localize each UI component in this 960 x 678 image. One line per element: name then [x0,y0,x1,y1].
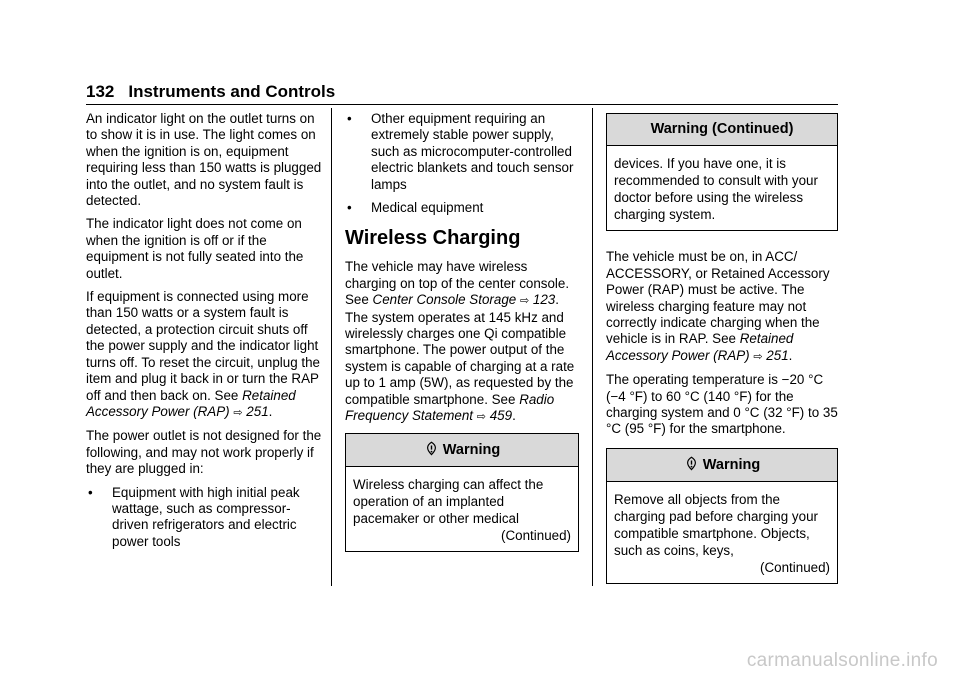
warning-box [606,448,838,584]
warning-text: Wireless charging can affect the operation of an implanted pacemaker or other medical [353,476,544,526]
column-divider-2 [592,108,593,586]
page-ref[interactable]: 123 [532,292,556,308]
list-item: • Other equipment requiring an extremely stable power supply, such as microcomputer-controlled electric blankets and touch sensor lamps [347,111,574,192]
page-ref[interactable]: 251 [766,347,789,363]
section-title: Instruments and Controls [128,82,336,101]
page-ref-arrow-icon: ⇨ [233,406,243,419]
column-1 [86,111,324,557]
paragraph: The operating temperature is −20 °C (−4 °F) to 60 °C (140 °F) for the charging system and 0 °C (32 °F) to 35 °C (95 °F) for the smartphone. [606,372,838,437]
warning-box [345,433,579,552]
paragraph: An indicator light on the outlet turns on to show it is in use. The light comes on when the ignition is on, equipment requiring less than 150 watts is plugged into the outlet, and no system fault is detected. [86,111,322,209]
column-divider-1 [331,108,332,586]
cross-reference-link[interactable]: Retained Accessory Power (RAP) [606,331,794,363]
warning-icon [684,456,699,471]
page-ref-arrow-icon: ⇨ [753,350,763,363]
paragraph: The vehicle must be on, in ACC/ ACCESSORY, or Retained Accessory Power (RAP) must be active. The wireless charging feature may not correctly indicate charging when the vehicle is in RAP. See Retained Accessory Power (RAP) ⇨ 251. [606,249,830,363]
page-ref-arrow-icon: ⇨ [476,411,486,424]
cross-reference-link[interactable]: Retained Accessory Power (RAP) [86,387,296,419]
warning-continued-box [606,113,838,231]
warning-title: Warning [607,449,837,482]
paragraph: If equipment is connected using more than 150 watts or a system fault is detected, a protection circuit shuts off the power supply and the indicator light turns off. To reset the circuit, unplug the item and plug it back in or turn the RAP off and then back on. See Retained Accessory Power (RAP) ⇨ 251. [86,289,320,419]
bullet-icon: • [347,111,352,126]
page-ref-arrow-icon: ⇨ [519,295,530,308]
warning-icon [424,441,439,456]
list-item: • Medical equipment [347,200,484,216]
paragraph: The indicator light does not come on when the ignition is off or if the equipment is not fully seated into the outlet. [86,216,304,281]
page-header [86,82,335,102]
paragraph: The power outlet is not designed for the following, and may not work properly if they are plugged in: [86,428,322,477]
bullet-icon: • [88,484,93,500]
warning-continued-text: devices. If you have one, it is recommended to consult with your doctor before using the wireless charging system. [614,156,818,223]
paragraph: The vehicle may have wireless charging on top of the center console. See Center Console Storage ⇨ 123. The system operates at 145 kHz and wirelessly charges one Qi compatible smartphone. The power output of the system is capable of charging at a rate up to 1 amp (5W), as requested by the compatible smartphone. See Radio Frequency Statement ⇨ 459. [345,259,575,424]
warning-text: Remove all objects from the charging pad before charging your compatible smartphone. Objects, such as coins, keys, [614,492,818,559]
page-number: 132 [86,82,115,101]
page-ref[interactable]: 251 [246,403,269,419]
continued-label: (Continued) [501,527,571,543]
column-3 [606,108,838,592]
warning-title: Warning [346,434,578,467]
bullet-icon: • [347,200,352,216]
watermark: carmanualsonline.info [746,650,938,671]
page-ref[interactable]: 459 [489,408,513,424]
column-2 [345,111,579,560]
section-heading: Wireless Charging [345,227,521,250]
cross-reference-link[interactable]: Radio Frequency Statement [345,391,555,424]
list-item: • Equipment with high initial peak wattage, such as compressor-driven refrigerators and electric power tools [88,484,300,549]
header-rule [86,104,838,105]
continued-label: (Continued) [760,560,830,576]
cross-reference-link[interactable]: Center Console Storage [372,292,517,308]
warning-continued-title: Warning (Continued) [607,114,837,146]
